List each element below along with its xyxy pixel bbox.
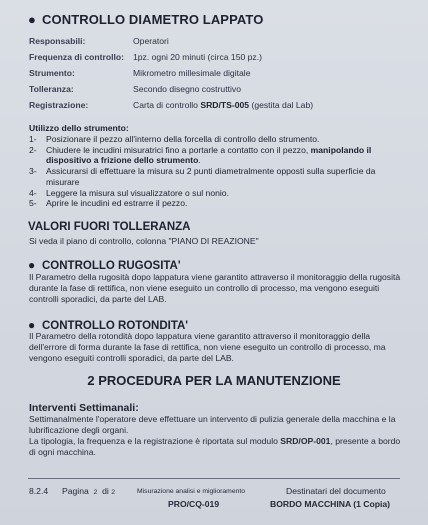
step-text: Aprire le incudini ed estrarre il pezzo. xyxy=(46,198,188,209)
valori-text: Si veda il piano di controllo, colonna "PIANO DI REAZIONE" xyxy=(29,236,259,246)
page-word: Pagina xyxy=(62,486,89,496)
info-value xyxy=(133,100,313,110)
info-label: Registrazione: xyxy=(29,100,89,110)
footer-recipients-label: Destinatari del documento xyxy=(286,486,386,496)
rugosita-text: Il Parametro della rugosità dopo lappatura viene garantito attraverso il monitoraggio della rugosità durante la fase di rettifica, non viene eseguito un controllo di processo, ma vengono eseguiti controlli sporadici, da parte del LAB. xyxy=(29,272,401,304)
bullet-icon: ● xyxy=(28,258,36,272)
step-number: 3- xyxy=(29,166,37,177)
step-number: 4- xyxy=(29,187,37,198)
list-item xyxy=(29,188,407,199)
heading-text: CONTROLLO ROTONDITA' xyxy=(42,320,189,332)
step-text: Leggere la misura sul visualizzatore o sul nonio. xyxy=(46,187,229,198)
heading-interventi-settimanali: Interventi Settimanali: xyxy=(29,402,139,414)
rotondita-text: Il Parametro della rotondità dopo lappatura viene garantito attraverso il monitoraggio della dell'errore di forma durante la fase di rettifica, non viene eseguito un controllo di processo, ma vengono eseguiti controlli sporadici, da parte del LAB. xyxy=(29,331,386,363)
step-text: Assicurarsi di effettuare la misura su 2 punti diametralmente opposti sulla superficie da misurare xyxy=(46,166,376,187)
info-value: Mikrometro millesimale digitale xyxy=(133,68,251,78)
page-number: 2 xyxy=(93,489,98,496)
of-word: di xyxy=(102,486,109,496)
usage-steps xyxy=(29,134,407,209)
heading-text: CONTROLLO DIAMETRO LAPPATO xyxy=(42,12,264,27)
reg-text-post: (gestita dal Lab) xyxy=(249,100,314,110)
usage-title: Utilizzo dello strumento: xyxy=(29,123,129,133)
step-number: 1- xyxy=(29,134,37,144)
section-heading-diametro xyxy=(28,12,263,27)
heading-procedura-manutenzione: 2 PROCEDURA PER LA MANUTENZIONE xyxy=(87,373,341,388)
footer-divider xyxy=(28,478,400,479)
info-value: 1pz. ogni 20 minuti (circa 150 pz.) xyxy=(133,52,262,62)
heading-rotondita xyxy=(28,318,188,332)
list-item xyxy=(29,198,407,209)
reg-code: SRD/TS-005 xyxy=(200,100,250,110)
bullet-icon: ● xyxy=(28,12,36,27)
usage-instructions xyxy=(29,123,407,209)
list-item xyxy=(29,145,407,166)
interventi-text-2-end: , presente a bordo di ogni macchina. xyxy=(29,436,401,457)
interventi-text-2-start: La tipologia, la frequenza e la registrazione è riportata sul modulo xyxy=(29,436,281,446)
heading-text: CONTROLLO RUGOSITA' xyxy=(42,260,181,272)
list-item xyxy=(29,166,407,187)
info-label: Frequenza di controllo: xyxy=(29,52,125,62)
step-text-bold: manipolando il dispositivo a frizione dello strumento xyxy=(46,144,372,166)
footer-page-info xyxy=(62,486,115,496)
list-item xyxy=(29,134,407,145)
footer-document-code: PRO/CQ-019 xyxy=(168,499,220,509)
info-value: Secondo disegno costruttivo xyxy=(133,84,241,94)
footer-recipients-value: BORDO MACCHINA (1 Copia) xyxy=(270,499,390,509)
reg-text: Carta di controllo xyxy=(133,100,201,110)
page-total: 2 xyxy=(111,489,115,496)
interventi-text-2 xyxy=(29,436,407,458)
step-number: 5- xyxy=(29,198,37,209)
info-label: Responsabili: xyxy=(29,36,86,46)
step-text: Chiudere le incudini misuratrici fino a portarle a contatto con il pezzo, xyxy=(46,144,311,155)
info-value: Operatori xyxy=(133,36,169,46)
step-number: 2- xyxy=(29,144,37,155)
step-text-end: . xyxy=(198,155,201,166)
heading-rugosita xyxy=(28,258,181,272)
footer-section-number: 8.2.4 xyxy=(29,486,49,496)
heading-valori-fuori-tolleranza: VALORI FUORI TOLLERANZA xyxy=(28,221,191,233)
info-label: Strumento: xyxy=(29,68,75,78)
step-text: Posizionare il pezzo all'interno della forcella di controllo dello strumento. xyxy=(46,134,320,144)
bullet-icon: ● xyxy=(28,318,36,332)
info-label: Tolleranza: xyxy=(29,84,74,94)
interventi-module-code: SRD/OP-001 xyxy=(280,436,331,446)
interventi-text-1: Settimanalmente l'operatore deve effettuare un intervento di pulizia generale della macchina e la lubrificazione degli organi. xyxy=(29,414,396,435)
footer-document-title: Misurazione analisi e miglioramento xyxy=(137,488,246,495)
